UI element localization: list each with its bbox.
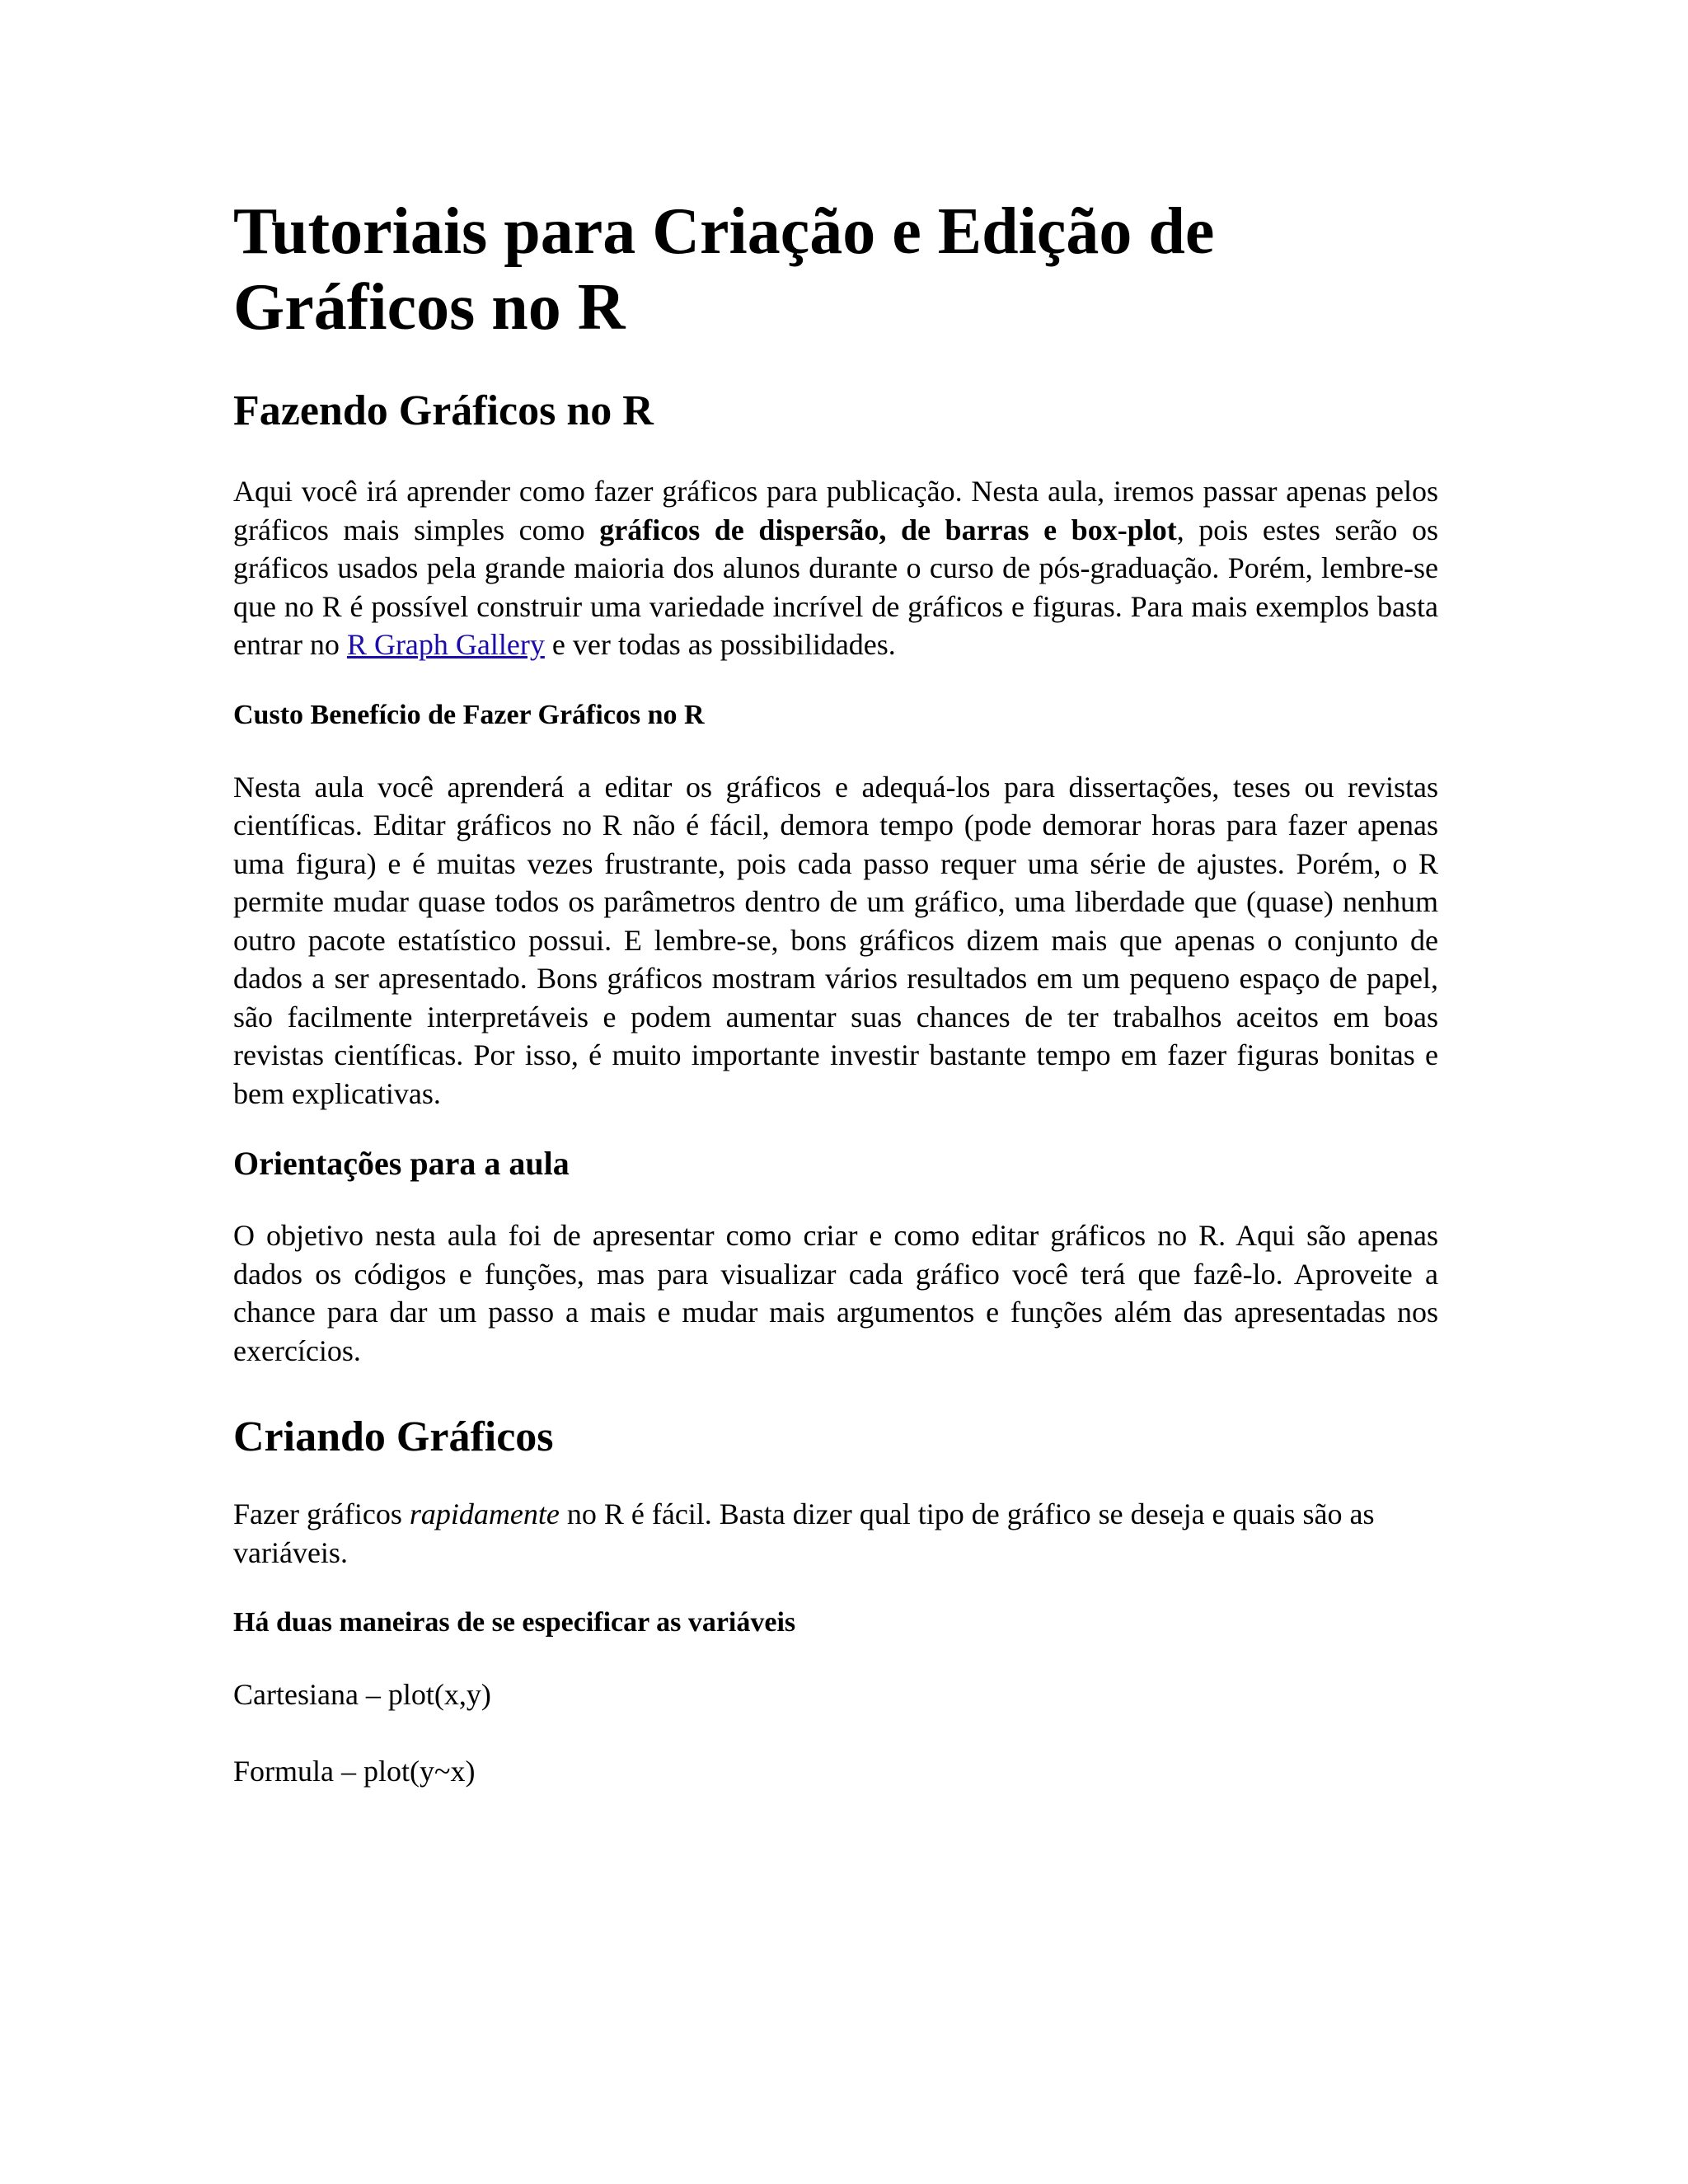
paragraph-criando-part1: Fazer gráficos (233, 1497, 410, 1530)
paragraph-custo-beneficio: Nesta aula você aprenderá a editar os gráficos e adequá-los para dissertações, teses ou revistas científicas. Editar gráficos no R não é fácil, demora tempo (pode demorar horas para fazer apenas uma figura) e é muitas vezes frustrante, pois cada passo requer uma série de ajustes. Porém, o R permite mudar quase todos os parâmetros dentro de um gráfico, uma liberdade que (quase) nenhum outro pacote estatístico possui. E lembre-se, bons gráficos dizem mais que apenas o conjunto de dados a ser apresentado. Bons gráficos mostram vários resultados em um pequeno espaço de papel, são facilmente interpretáveis e podem aumentar suas chances de ter trabalhos aceitos em boas revistas científicas. Por isso, é muito importante investir bastante tempo em fazer figuras bonitas e bem explicativas. (233, 770, 1438, 1110)
paragraph-intro-bold: gráficos de dispersão, de barras e box-plot (599, 513, 1177, 546)
paragraph-criando-italic: rapidamente (409, 1497, 560, 1530)
document-title-line1: Tutoriais para Criação e Edição de (233, 195, 1215, 268)
paragraph-intro-part2: , pois estes serão os gráficos usados pela grande maioria dos alunos durante o curso de pós-graduação. Porém, lembre-se que no R é possível construir uma variedade incrível de gráficos e figuras. Para mais exemplos basta entrar no (233, 513, 1438, 661)
heading-fazendo-graficos: Fazendo Gráficos no R (233, 387, 654, 434)
document-title-line2: Gráficos no R (233, 271, 626, 344)
paragraph-criando (233, 1495, 1438, 1572)
paragraph-criando-part2: no R é fácil. Basta dizer qual tipo de gráfico se deseja e quais são as variáveis. (233, 1497, 1375, 1569)
heading-criando-graficos: Criando Gráficos (233, 1413, 554, 1460)
paragraph-intro-part1: Aqui você irá aprender como fazer gráficos para publicação. Nesta aula, iremos passar apenas pelos gráficos mais simples como (233, 475, 1438, 546)
heading-custo-beneficio: Custo Benefício de Fazer Gráficos no R (233, 699, 705, 730)
line-cartesiana: Cartesiana – plot(x,y) (233, 1678, 491, 1711)
paragraph-orientacoes: O objetivo nesta aula foi de apresentar como criar e como editar gráficos no R. Aqui são apenas dados os códigos e funções, mas para visualizar cada gráfico você terá que fazê-lo. Aproveite a chance para dar um passo a mais e mudar mais argumentos e funções além das apresentadas nos exercícios. (233, 1219, 1438, 1367)
heading-orientacoes: Orientações para a aula (233, 1145, 570, 1182)
document-title (233, 194, 1438, 345)
document-page (233, 194, 1438, 1790)
paragraph-intro-part3: e ver todas as possibilidades. (544, 628, 896, 661)
r-graph-gallery-link[interactable]: R Graph Gallery (346, 628, 545, 661)
heading-duas-maneiras: Há duas maneiras de se especificar as variáveis (233, 1607, 796, 1638)
paragraph-intro (233, 472, 1438, 664)
line-formula: Formula – plot(y~x) (233, 1754, 476, 1788)
